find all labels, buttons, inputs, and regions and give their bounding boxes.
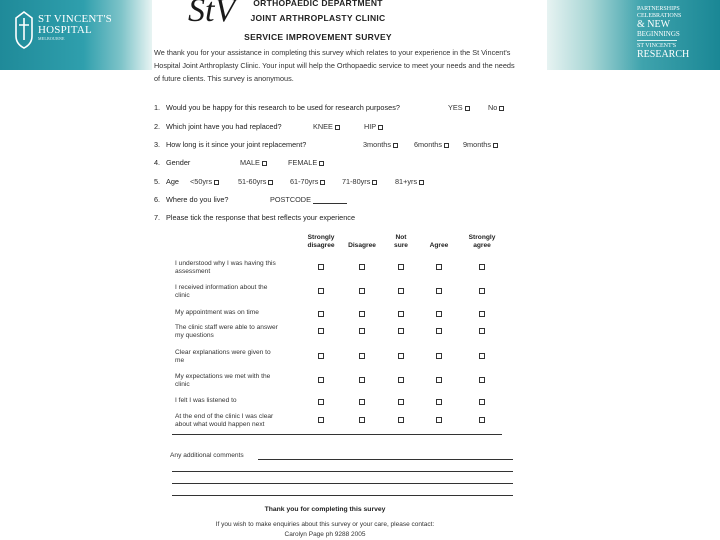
likert-checkbox[interactable] <box>398 399 404 405</box>
likert-checkbox[interactable] <box>398 311 404 317</box>
option-age-81plus[interactable]: 81+yrs <box>395 177 424 186</box>
statement-4: The clinic staff were able to answer my questions <box>175 324 278 339</box>
likert-checkbox[interactable] <box>318 288 324 294</box>
checkbox[interactable] <box>268 180 273 185</box>
research-banner-text <box>637 6 689 60</box>
likert-checkbox[interactable] <box>359 328 365 334</box>
likert-checkbox[interactable] <box>398 264 404 270</box>
likert-checkbox[interactable] <box>318 417 324 423</box>
likert-checkbox[interactable] <box>436 288 442 294</box>
likert-checkbox[interactable] <box>436 399 442 405</box>
thank-you-note: Thank you for completing this survey <box>264 506 386 513</box>
col-strongly-agree: Strongly agree <box>468 234 496 249</box>
likert-checkbox[interactable] <box>436 353 442 359</box>
postcode-input-line[interactable] <box>313 203 347 204</box>
checkbox[interactable] <box>320 180 325 185</box>
question-text: Age <box>166 177 179 186</box>
col-agree: Agree <box>429 242 449 249</box>
option-age-61-70[interactable]: 61-70yrs <box>290 177 325 186</box>
likert-checkbox[interactable] <box>479 288 485 294</box>
hospital-name-line2: HOSPITAL <box>38 24 92 36</box>
question-text: Would you be happy for this research to be used for research purposes? <box>166 103 400 112</box>
question-2 <box>154 122 282 131</box>
banner-stvincents: ST VINCENT'S <box>637 43 677 49</box>
option-male[interactable]: MALE <box>240 158 267 167</box>
comment-line[interactable] <box>172 471 513 472</box>
hospital-name <box>38 14 112 42</box>
question-number: 4. <box>154 158 161 167</box>
intro-paragraph: We thank you for your assistance in completing this survey which relates to your experience in the St Vincent's Hospital Joint Arthroplasty Clinic. Your input will help the Orthopaedic service to meet your needs and the needs of future clients. This survey is anonymous. <box>154 48 515 83</box>
question-number: 2. <box>154 122 161 131</box>
statement-7: I felt I was listened to <box>175 397 237 404</box>
banner-new: & NEW <box>637 19 671 30</box>
likert-checkbox[interactable] <box>359 311 365 317</box>
postcode-field[interactable] <box>270 195 347 204</box>
likert-checkbox[interactable] <box>436 417 442 423</box>
question-number: 1. <box>154 103 161 112</box>
checkbox[interactable] <box>444 143 449 148</box>
likert-checkbox[interactable] <box>318 353 324 359</box>
option-6months[interactable]: 6months <box>414 140 449 149</box>
department-title: ORTHOPAEDIC DEPARTMENT <box>253 0 383 8</box>
likert-checkbox[interactable] <box>318 377 324 383</box>
question-number: 5. <box>154 177 161 186</box>
comments-label: Any additional comments <box>170 452 244 459</box>
likert-checkbox[interactable] <box>436 328 442 334</box>
contact-info: Carolyn Page ph 9288 2005 <box>284 531 366 538</box>
comment-line[interactable] <box>172 495 513 496</box>
likert-checkbox[interactable] <box>398 417 404 423</box>
option-no[interactable]: No <box>488 103 504 112</box>
option-yes[interactable]: YES <box>448 103 470 112</box>
likert-checkbox[interactable] <box>398 377 404 383</box>
checkbox[interactable] <box>262 161 267 166</box>
question-4 <box>154 158 190 167</box>
survey-title: SERVICE IMPROVEMENT SURVEY <box>244 32 392 42</box>
likert-checkbox[interactable] <box>359 264 365 270</box>
option-female[interactable]: FEMALE <box>288 158 324 167</box>
statement-8: At the end of the clinic I was clear about what would happen next <box>175 413 274 428</box>
likert-checkbox[interactable] <box>479 377 485 383</box>
likert-checkbox[interactable] <box>318 311 324 317</box>
survey-document <box>150 0 528 540</box>
statement-3: My appointment was on time <box>175 309 259 316</box>
comment-line[interactable] <box>172 483 513 484</box>
statement-1: I understood why I was having this assessment <box>175 260 276 275</box>
hospital-banner <box>0 0 152 70</box>
hospital-crest-icon <box>14 10 34 50</box>
col-disagree: Disagree <box>348 242 376 249</box>
likert-checkbox[interactable] <box>398 353 404 359</box>
question-text: How long is it since your joint replacement? <box>166 140 307 149</box>
likert-checkbox[interactable] <box>359 399 365 405</box>
likert-checkbox[interactable] <box>318 399 324 405</box>
likert-checkbox[interactable] <box>436 264 442 270</box>
checkbox[interactable] <box>499 106 504 111</box>
question-7 <box>154 213 355 222</box>
checkbox[interactable] <box>319 161 324 166</box>
question-3 <box>154 140 306 149</box>
likert-checkbox[interactable] <box>479 264 485 270</box>
question-5 <box>154 177 179 186</box>
table-bottom-rule <box>172 434 502 435</box>
question-6 <box>154 195 228 204</box>
banner-research: RESEARCH <box>637 49 690 60</box>
banner-partnerships: PARTNERSHIPS <box>637 6 680 12</box>
statement-5: Clear explanations were given to me <box>175 349 271 364</box>
likert-checkbox[interactable] <box>479 311 485 317</box>
checkbox[interactable] <box>372 180 377 185</box>
hospital-city: MELBOURNE <box>38 36 65 41</box>
question-text: Gender <box>166 158 191 167</box>
likert-checkbox[interactable] <box>479 353 485 359</box>
col-strongly-disagree: Strongly disagree <box>307 234 335 249</box>
likert-checkbox[interactable] <box>398 328 404 334</box>
question-number: 7. <box>154 213 161 222</box>
likert-checkbox[interactable] <box>318 328 324 334</box>
option-age-51-60[interactable]: 51-60yrs <box>238 177 273 186</box>
statement-6: My expectations we met with the clinic <box>175 373 271 388</box>
comment-line[interactable] <box>258 459 513 460</box>
col-not-sure: Not sure <box>394 234 408 249</box>
clinic-title: JOINT ARTHROPLASTY CLINIC <box>250 13 386 23</box>
question-text: Where do you live? <box>166 195 229 204</box>
option-hip[interactable]: HIP <box>364 122 383 131</box>
likert-checkbox[interactable] <box>359 417 365 423</box>
question-number: 6. <box>154 195 161 204</box>
likert-checkbox[interactable] <box>436 377 442 383</box>
banner-beginnings: BEGINNINGS <box>637 30 680 38</box>
checkbox[interactable] <box>419 180 424 185</box>
option-9months[interactable]: 9months <box>463 140 498 149</box>
checkbox[interactable] <box>465 106 470 111</box>
question-1 <box>154 103 400 112</box>
question-text: Please tick the response that best reflects your experience <box>166 213 356 222</box>
checkbox[interactable] <box>393 143 398 148</box>
question-text: Which joint have you had replaced? <box>166 122 282 131</box>
likert-checkbox[interactable] <box>479 328 485 334</box>
likert-checkbox[interactable] <box>318 264 324 270</box>
banner-celebrations: CELEBRATIONS <box>637 13 682 19</box>
research-banner <box>547 0 720 70</box>
enquiries-note: If you wish to make enquiries about this survey or your care, please contact: <box>215 521 435 528</box>
option-knee[interactable]: KNEE <box>313 122 340 131</box>
likert-checkbox[interactable] <box>479 417 485 423</box>
likert-checkbox[interactable] <box>479 399 485 405</box>
stv-logo: StV <box>188 0 236 29</box>
checkbox[interactable] <box>214 180 219 185</box>
checkbox[interactable] <box>493 143 498 148</box>
statement-2: I received information about the clinic <box>175 284 268 299</box>
likert-checkbox[interactable] <box>359 353 365 359</box>
banner-divider <box>637 40 677 41</box>
likert-checkbox[interactable] <box>359 288 365 294</box>
likert-checkbox[interactable] <box>398 288 404 294</box>
likert-checkbox[interactable] <box>359 377 365 383</box>
option-age-71-80[interactable]: 71-80yrs <box>342 177 377 186</box>
checkbox[interactable] <box>378 125 383 130</box>
likert-checkbox[interactable] <box>436 311 442 317</box>
postcode-label: POSTCODE <box>270 195 311 204</box>
option-age-under50[interactable]: <50yrs <box>190 177 219 186</box>
hospital-name-line1: ST VINCENT'S <box>38 13 112 25</box>
option-3months[interactable]: 3months <box>363 140 398 149</box>
question-number: 3. <box>154 140 161 149</box>
checkbox[interactable] <box>335 125 340 130</box>
